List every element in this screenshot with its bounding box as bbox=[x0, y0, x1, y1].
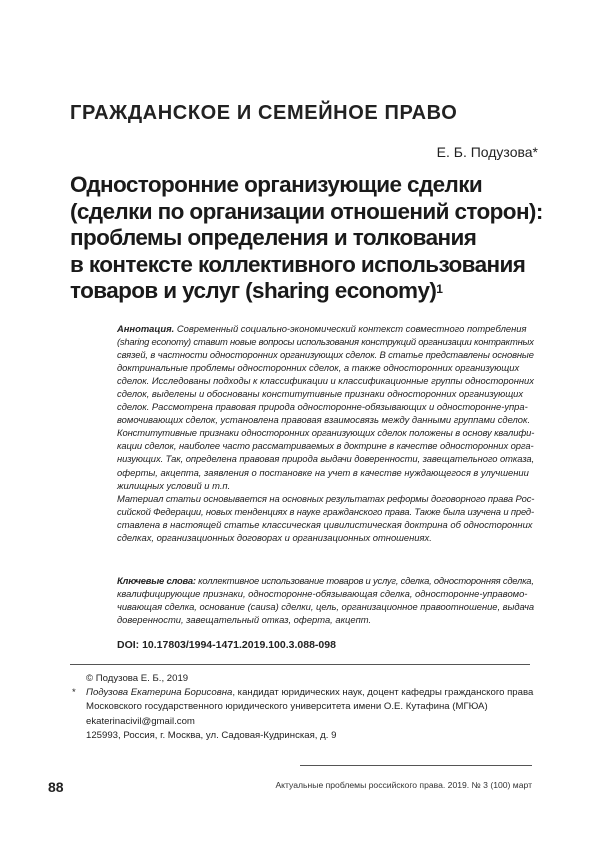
abstract-line: сийской Федерации, новых тенденциях в науке гражданского права. Также была изучена и пред- bbox=[117, 505, 534, 517]
abstract bbox=[117, 322, 534, 544]
running-footer-divider bbox=[300, 765, 532, 766]
footnotes bbox=[72, 672, 542, 743]
title-line: Односторонние организующие сделки bbox=[70, 172, 483, 197]
author-full-name: Подузова Екатерина Борисовна bbox=[86, 687, 233, 699]
abstract-text: Современный социально-экономический контекст совместного потребления bbox=[174, 323, 527, 334]
abstract-line: Материал статьи основывается на основных результатах реформы договорного права Рос- bbox=[117, 492, 535, 504]
title-line: (сделки по организации отношений сторон): bbox=[70, 198, 543, 224]
abstract-line: сделках, организационных договорах и организационных отношениях. bbox=[117, 531, 432, 543]
keywords-line: доверенности, завещательный отказ, оферта, акцепт. bbox=[117, 614, 372, 626]
keywords-text: коллективное использование товаров и услуг, сделка, односторонняя сделка, bbox=[195, 575, 534, 586]
title-line-last bbox=[70, 278, 550, 305]
abstract-line bbox=[117, 322, 534, 335]
title-line: проблемы определения и толкования bbox=[70, 225, 477, 250]
title-line: в контексте коллективного использования bbox=[70, 251, 526, 277]
abstract-line: кации сделок, наиболее часто рассматриваемых в доктрине в качестве односторонних орга- bbox=[117, 440, 534, 452]
author-name: Е. Б. Подузова* bbox=[436, 144, 538, 160]
keywords-line: квалифицирующие признаки, односторонне-обязывающая сделка, односторонне-управомо- bbox=[117, 588, 528, 600]
abstract-line: сделок. Рассмотрена правовая природа односторонне-обязывающих и односторонне-упра- bbox=[117, 401, 528, 413]
abstract-line: низующих. Так, определена правовая природа выдачи доверенности, завещательного отказа, bbox=[117, 453, 535, 465]
abstract-line: жилищных условий и т.п. bbox=[117, 479, 231, 491]
abstract-line: (sharing economy) ставит новые вопросы использования конструкций организации контрактных bbox=[117, 336, 534, 348]
abstract-line: оферты, акцепта, заявления о постановке на учет в качестве нуждающегося в улучшении bbox=[117, 466, 529, 478]
keywords-line bbox=[117, 574, 534, 587]
journal-citation: Актуальные проблемы российского права. 2019. № 3 (100) март bbox=[275, 780, 532, 790]
copyright-line: © Подузова Е. Б., 2019 bbox=[86, 673, 189, 684]
abstract-line: сделок. Исследованы подходы к классификации и классификационные группы односторонних bbox=[117, 375, 534, 387]
abstract-line: связей, в частности односторонних организующих сделок. В статье представлены основные bbox=[117, 349, 534, 361]
abstract-line: вомочивающих сделок, установлена правовая взаимосвязь между данными группами сделок. bbox=[117, 414, 531, 426]
article-title bbox=[70, 172, 550, 305]
address-line: 125993, Россия, г. Москва, ул. Садовая-Кудринская, д. 9 bbox=[86, 729, 337, 741]
abstract-line: доктринальные проблемы односторонних сделок, а также односторонних организующих bbox=[117, 362, 520, 374]
abstract-label: Аннотация. bbox=[117, 323, 175, 334]
keywords-line: чивающая сделка, основание (causa) сделки, цель, организационное правоотношение, выдача bbox=[117, 601, 535, 613]
email-line: ekaterinacivil@gmail.com bbox=[86, 715, 195, 727]
footnote-divider bbox=[70, 664, 530, 665]
author-credentials: , кандидат юридических наук, доцент кафедры гражданского права bbox=[232, 687, 534, 699]
title-footnote-mark: 1 bbox=[436, 282, 443, 296]
keywords bbox=[117, 574, 534, 626]
author-footnote-mark: * bbox=[72, 687, 76, 699]
affiliation-line: Московского государственного юридического университета имени О.Е. Кутафина (МГЮА) bbox=[86, 701, 488, 713]
author-footnote-line bbox=[72, 686, 542, 700]
abstract-line: Конститутивные признаки односторонних организующих сделок положены в основу квалифи- bbox=[117, 427, 535, 439]
doi: DOI: 10.17803/1994-1471.2019.100.3.088-098 bbox=[117, 639, 336, 651]
title-line-text: товаров и услуг (sharing economy) bbox=[70, 278, 437, 303]
keywords-label: Ключевые слова: bbox=[117, 575, 196, 586]
page-number: 88 bbox=[48, 779, 64, 795]
abstract-line: сделок, выделены и обоснованы конститутивные признаки односторонних организующих bbox=[117, 388, 524, 400]
section-title: ГРАЖДАНСКОЕ И СЕМЕЙНОЕ ПРАВО bbox=[70, 102, 458, 124]
abstract-line: ставлена в настоящей статье классическая цивилистическая доктрина об односторонних bbox=[117, 518, 533, 530]
